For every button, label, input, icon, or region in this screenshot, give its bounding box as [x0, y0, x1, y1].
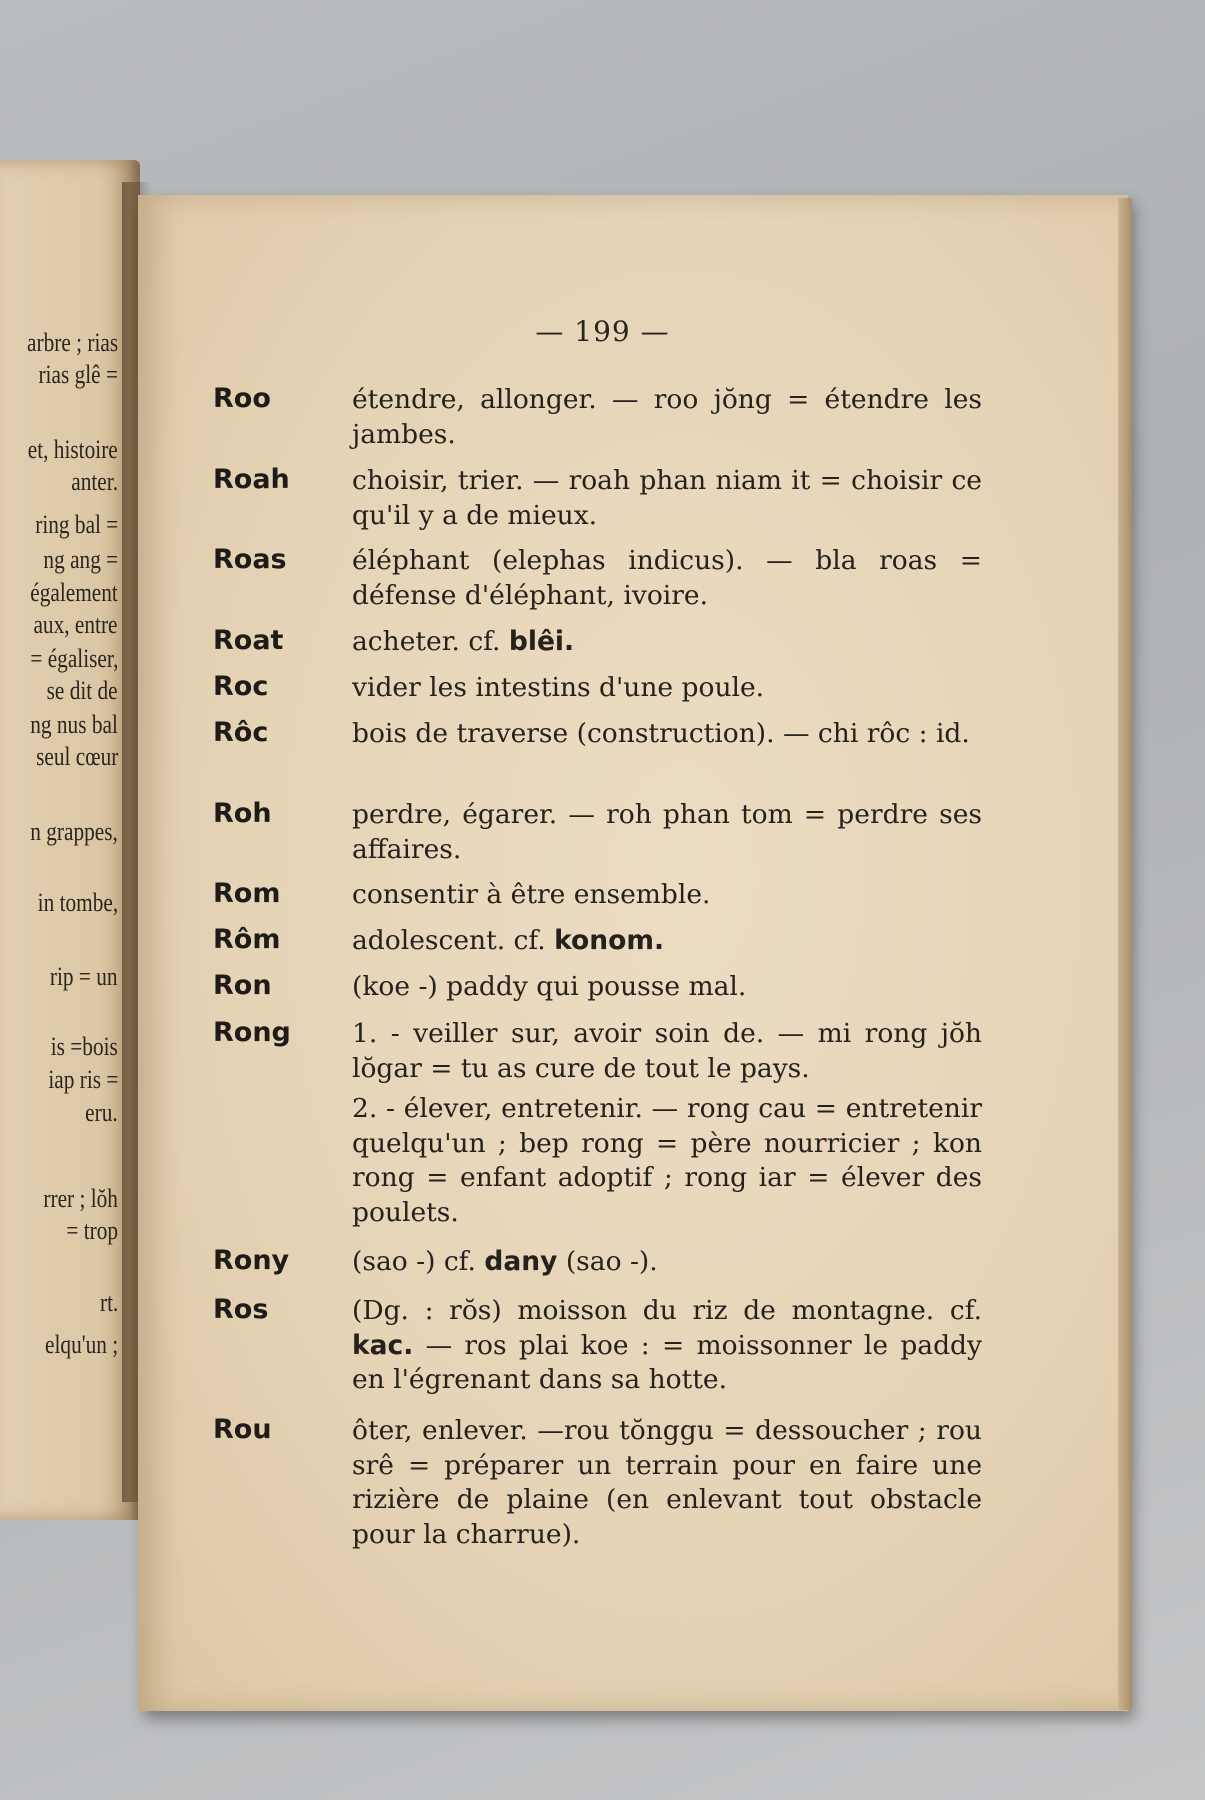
sense-1: 1. - veiller sur, avoir soin de. — mi rong jŏh lŏgar = tu as cure de tout le pays.: [352, 1018, 982, 1084]
left-fragment: = égaliser,: [29, 644, 118, 673]
entry-headword: Rôm: [213, 924, 281, 955]
left-fragment: ring bal =: [34, 510, 118, 539]
page-edge: [1118, 198, 1132, 1710]
left-fragment: in tombe,: [37, 888, 118, 917]
cross-reference: blêi.: [508, 626, 575, 657]
entry-headword: Rom: [213, 878, 281, 909]
left-page-text: [0, 160, 140, 1520]
entry-definition: acheter. cf. blêi.: [352, 626, 575, 657]
left-fragment: rip = un: [50, 962, 118, 991]
entry-headword: Rong: [213, 1017, 291, 1048]
left-fragment: aux, entre: [33, 610, 118, 639]
left-fragment: rrer ; lŏh: [43, 1184, 118, 1213]
entry-definition: ôter, enlever. —rou tŏnggu = dessoucher ; rou srê = préparer un terrain pour en faire une rizière de plaine (en enlevant tout obstacle pour la charrue).: [352, 1415, 982, 1550]
entry-headword: Roat: [213, 625, 284, 656]
entry-headword: Rou: [213, 1414, 272, 1445]
entry-definition: adolescent. cf. konom.: [352, 925, 665, 956]
entry-definition: vider les intestins d'une poule.: [352, 672, 765, 703]
page-number: — 199 —: [535, 315, 670, 348]
entry-definition: perdre, égarer. — roh phan tom = perdre ses affaires.: [352, 799, 982, 865]
entry-definition: étendre, allonger. — roo jŏng = étendre les jambes.: [352, 384, 982, 450]
left-fragment: is =bois: [50, 1032, 118, 1061]
left-fragment: anter.: [71, 467, 118, 496]
left-fragment: arbre ; rias: [26, 328, 118, 357]
entry-definition: consentir à être ensemble.: [352, 879, 711, 910]
cross-reference: kac.: [352, 1329, 414, 1361]
left-fragment: également: [30, 578, 118, 607]
left-fragment: n grappes,: [30, 817, 118, 846]
left-fragment: seul cœur: [35, 742, 118, 771]
entry-definition: (koe -) paddy qui pousse mal.: [352, 971, 747, 1002]
entry-headword: Roc: [213, 671, 269, 702]
left-fragment: ng nus bal: [30, 710, 118, 739]
entry-definition: éléphant (elephas indicus). — bla roas = défense d'éléphant, ivoire.: [352, 545, 982, 611]
left-fragment: et, histoire: [27, 435, 118, 464]
entry-headword: Ros: [213, 1294, 269, 1325]
entry-definition: (sao -) cf. dany (sao -).: [352, 1246, 658, 1277]
entry-headword: Roas: [213, 544, 287, 575]
entry-headword: Ron: [213, 970, 272, 1001]
left-fragment: = trop: [66, 1216, 118, 1245]
entry-definition: (Dg. : rŏs) moisson du riz de montagne. cf. kac. — ros plai koe : = moissonner le paddy en l'égrenant dans sa hotte.: [352, 1295, 982, 1396]
entry-definition: choisir, trier. — roah phan niam it = choisir ce qu'il y a de mieux.: [352, 465, 982, 531]
left-fragment: rias glê =: [38, 360, 118, 389]
left-fragment: eru.: [85, 1098, 118, 1127]
entry-headword: Roo: [213, 383, 271, 414]
left-page: [0, 160, 140, 1520]
entry-headword: Rôc: [213, 717, 269, 748]
left-fragment: elqu'un ;: [44, 1330, 118, 1359]
entry-headword: Rony: [213, 1245, 290, 1276]
left-fragment: iap ris =: [47, 1065, 118, 1094]
entry-headword: Roah: [213, 464, 290, 495]
cross-reference: dany: [484, 1246, 558, 1277]
left-fragment: se dit de: [46, 676, 118, 705]
sense-2: 2. - élever, entretenir. — rong cau = entretenir quelqu'un ; bep rong = père nourricier ; kon rong = enfant adoptif ; rong iar = élever des poulets.: [352, 1093, 982, 1228]
entry-definition: bois de traverse (construction). — chi rôc : id.: [352, 718, 970, 749]
entry-definition: [352, 1017, 982, 1231]
left-fragment: rt.: [99, 1288, 118, 1317]
entry-headword: Roh: [213, 798, 272, 829]
cross-reference: konom.: [554, 925, 665, 956]
left-fragment: ng ang =: [43, 545, 118, 574]
